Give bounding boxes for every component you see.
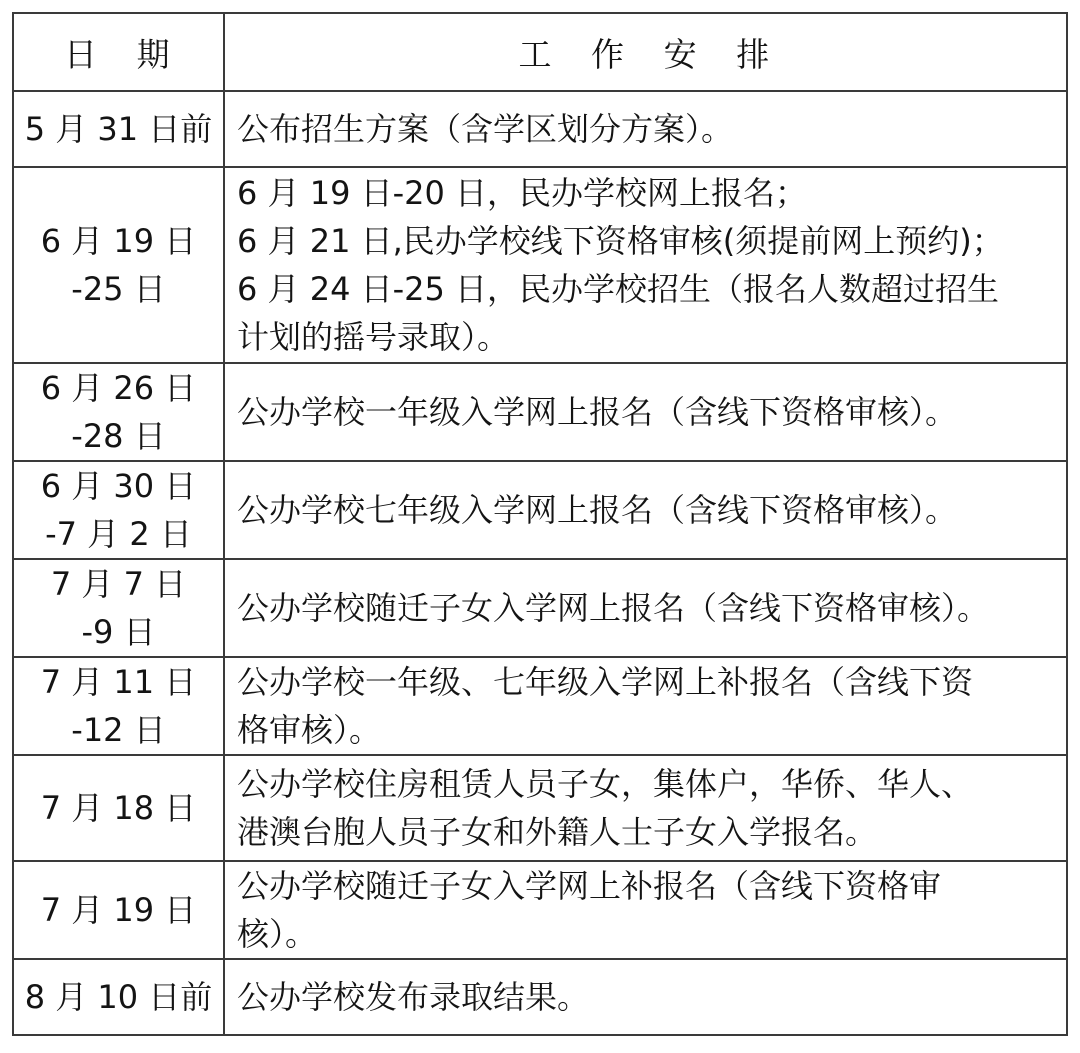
table-row	[13, 91, 1067, 167]
date-cell: 7 月 7 日 -9 日	[13, 559, 224, 657]
work-cell	[224, 959, 1067, 1035]
work-line: 核）。	[237, 915, 318, 953]
table-header-row	[13, 13, 1067, 91]
schedule-table	[12, 12, 1068, 1036]
date-cell: 7 月 11 日 -12 日	[13, 657, 224, 755]
table-row	[13, 559, 1067, 657]
work-line: 6 月 24 日-25 日，民办学校招生（报名人数超过招生	[237, 270, 1000, 308]
date-cell: 7 月 18 日	[13, 755, 224, 861]
date-cell: 6 月 19 日 -25 日	[13, 167, 224, 363]
work-cell	[224, 91, 1067, 167]
table-row	[13, 959, 1067, 1035]
work-line: 6 月 21 日,民办学校线下资格审核(须提前网上预约)；	[237, 222, 1004, 260]
work-line: 港澳台胞人员子女和外籍人士子女入学报名。	[237, 813, 878, 851]
date-cell: 8 月 10 日前	[13, 959, 224, 1035]
date-cell: 6 月 26 日 -28 日	[13, 363, 224, 461]
work-line: 公办学校随迁子女入学网上补报名（含线下资格审	[237, 867, 942, 905]
work-line: 计划的摇号录取）。	[237, 318, 510, 356]
table-row	[13, 657, 1067, 755]
table-row	[13, 363, 1067, 461]
date-column-header: 日 期	[13, 13, 224, 91]
work-line: 公办学校七年级入学网上报名（含线下资格审核）。	[237, 491, 958, 529]
date-cell: 7 月 19 日	[13, 861, 224, 959]
work-cell	[224, 167, 1067, 363]
work-line: 公办学校一年级、七年级入学网上补报名（含线下资	[237, 663, 974, 701]
work-line: 6 月 19 日-20 日，民办学校网上报名；	[237, 174, 808, 212]
work-line: 格审核）。	[237, 711, 382, 749]
work-cell	[224, 461, 1067, 559]
work-cell	[224, 559, 1067, 657]
work-line: 公办学校随迁子女入学网上报名（含线下资格审核）。	[237, 589, 990, 627]
work-cell	[224, 755, 1067, 861]
work-line: 公布招生方案（含学区划分方案）。	[237, 110, 734, 148]
date-cell: 5 月 31 日前	[13, 91, 224, 167]
work-column-header: 工 作 安 排	[224, 13, 1067, 91]
date-cell: 6 月 30 日 -7 月 2 日	[13, 461, 224, 559]
table-row	[13, 461, 1067, 559]
table-row	[13, 861, 1067, 959]
work-line: 公办学校住房租赁人员子女，集体户，华侨、华人、	[237, 765, 974, 803]
work-cell	[224, 363, 1067, 461]
work-cell	[224, 861, 1067, 959]
table-row	[13, 167, 1067, 363]
work-line: 公办学校一年级入学网上报名（含线下资格审核）。	[237, 393, 958, 431]
work-cell	[224, 657, 1067, 755]
work-line: 公办学校发布录取结果。	[237, 978, 590, 1016]
table-row	[13, 755, 1067, 861]
